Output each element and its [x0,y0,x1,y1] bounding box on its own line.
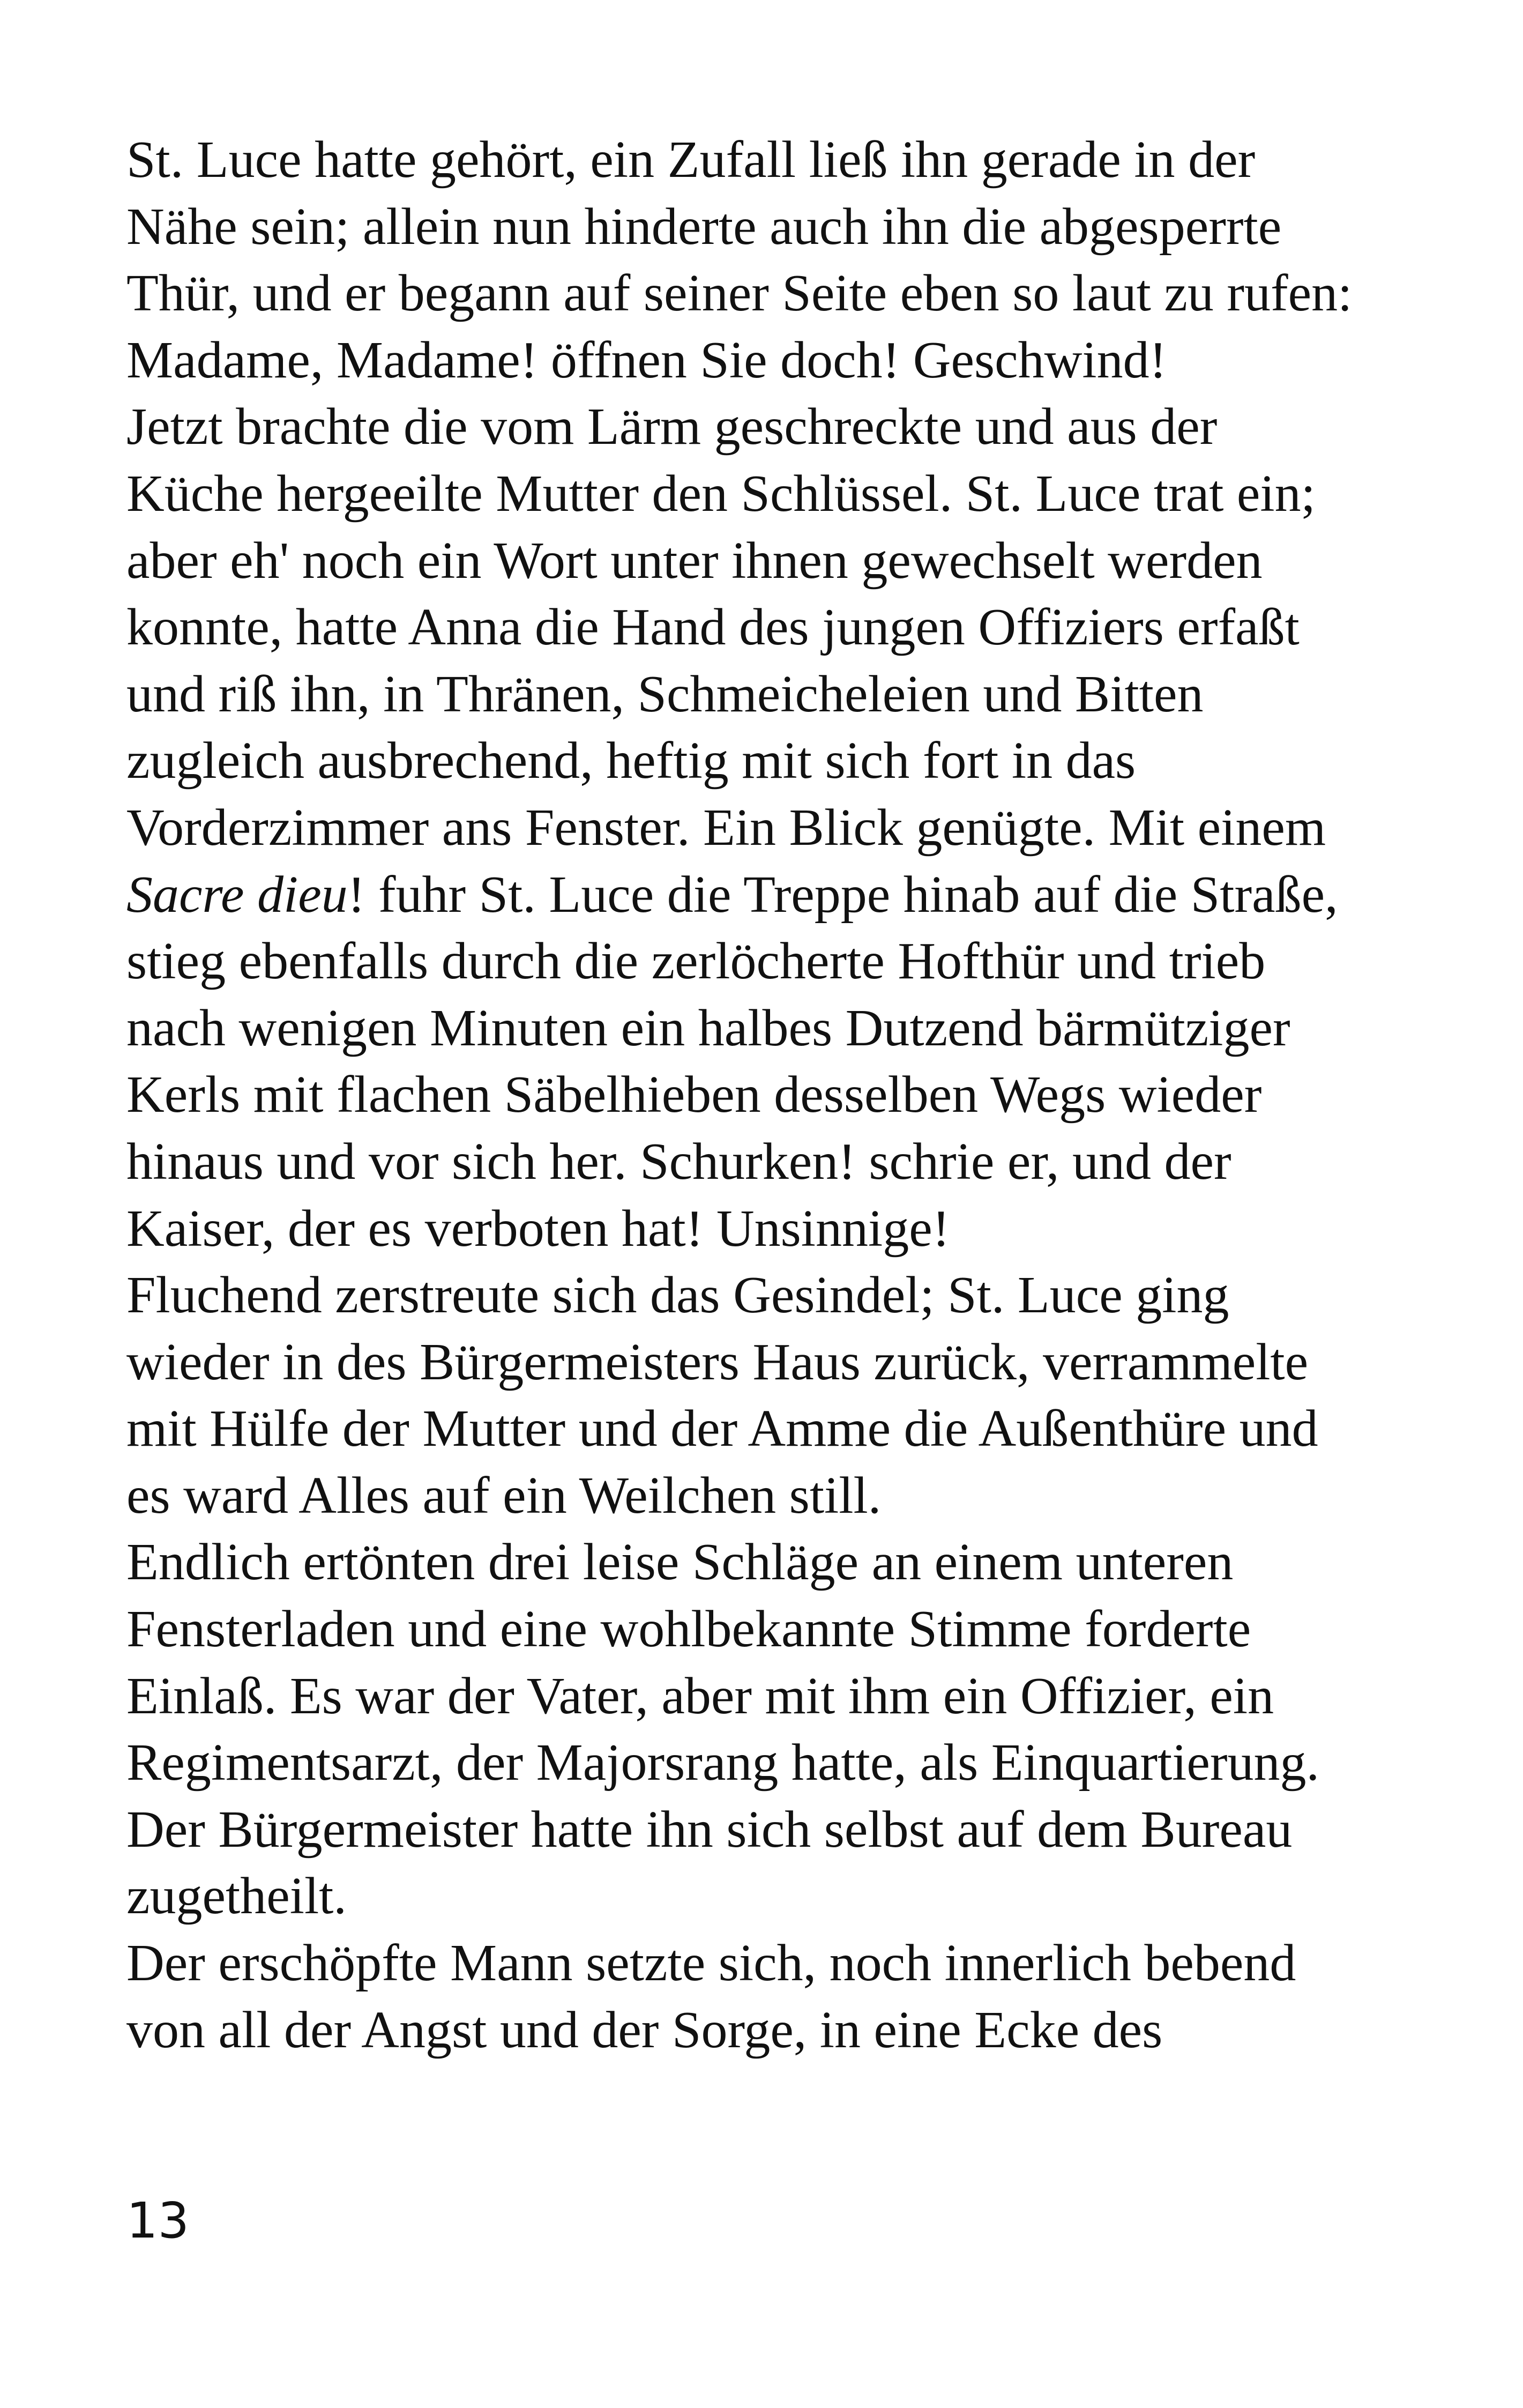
text-line: Einlaß. Es war der Vater, aber mit ihm ein Offizier, ein [126,1667,1274,1725]
text-line-rest: ! fuhr St. Luce die Treppe hinab auf die Straße, [347,865,1338,924]
text-line-with-italic [126,861,1413,928]
text-line: Fensterladen und eine wohlbekannte Stimme forderte [126,1600,1251,1659]
text-line: nach wenigen Minuten ein halbes Dutzend bärmütziger [126,999,1290,1057]
text-line: Kerls mit flachen Säbelhieben desselben Wegs wieder [126,1066,1262,1124]
page-number: 13 [126,2192,190,2249]
text-line: wieder in des Bürgermeisters Haus zurück, verrammelte [126,1333,1309,1391]
text-line: Nähe sein; allein nun hinderte auch ihn die abgesperrte [126,197,1282,256]
text-line: Küche hergeeilte Mutter den Schlüssel. St. Luce trat ein; [126,464,1316,523]
text-line: Thür, und er begann auf seiner Seite eben so laut zu rufen: [126,264,1353,323]
text-line: hinaus und vor sich her. Schurken! schrie er, und der [126,1132,1231,1191]
text-line: Der Bürgermeister hatte ihn sich selbst auf dem Bureau [126,1800,1293,1859]
text-line: konnte, hatte Anna die Hand des jungen Offiziers erfaßt [126,598,1300,657]
text-line: von all der Angst und der Sorge, in eine Ecke des [126,2001,1163,2059]
text-line: Madame, Madame! öffnen Sie doch! Geschwind! [126,331,1167,389]
italic-phrase: Sacre dieu [126,865,348,924]
text-line: es ward Alles auf ein Weilchen still. [126,1466,882,1525]
text-line: und riß ihn, in Thränen, Schmeicheleien und Bitten [126,665,1204,723]
text-line: aber eh' noch ein Wort unter ihnen gewechselt werden [126,531,1263,590]
text-line: Endlich ertönten drei leise Schläge an einem unteren [126,1533,1234,1592]
text-line: Regimentsarzt, der Majorsrang hatte, als Einquartierung. [126,1734,1320,1792]
text-line: St. Luce hatte gehört, ein Zufall ließ ihn gerade in der [126,131,1256,189]
text-line: stieg ebenfalls durch die zerlöcherte Hofthür und trieb [126,932,1266,991]
text-line: Fluchend zerstreute sich das Gesindel; St. Luce ging [126,1266,1229,1325]
text-line: Jetzt brachte die vom Lärm geschreckte und aus der [126,398,1218,456]
text-line: Vorderzimmer ans Fenster. Ein Blick genügte. Mit einem [126,798,1326,857]
text-line: Kaiser, der es verboten hat! Unsinnige! [126,1199,950,1258]
text-line: mit Hülfe der Mutter und der Amme die Außenthüre und [126,1400,1318,1458]
text-line: Der erschöpfte Mann setzte sich, noch innerlich bebend [126,1934,1296,1993]
text-line: zugleich ausbrechend, heftig mit sich fort in das [126,732,1136,790]
text-line: zugetheilt. [126,1867,347,1926]
body-text [126,127,1413,2063]
